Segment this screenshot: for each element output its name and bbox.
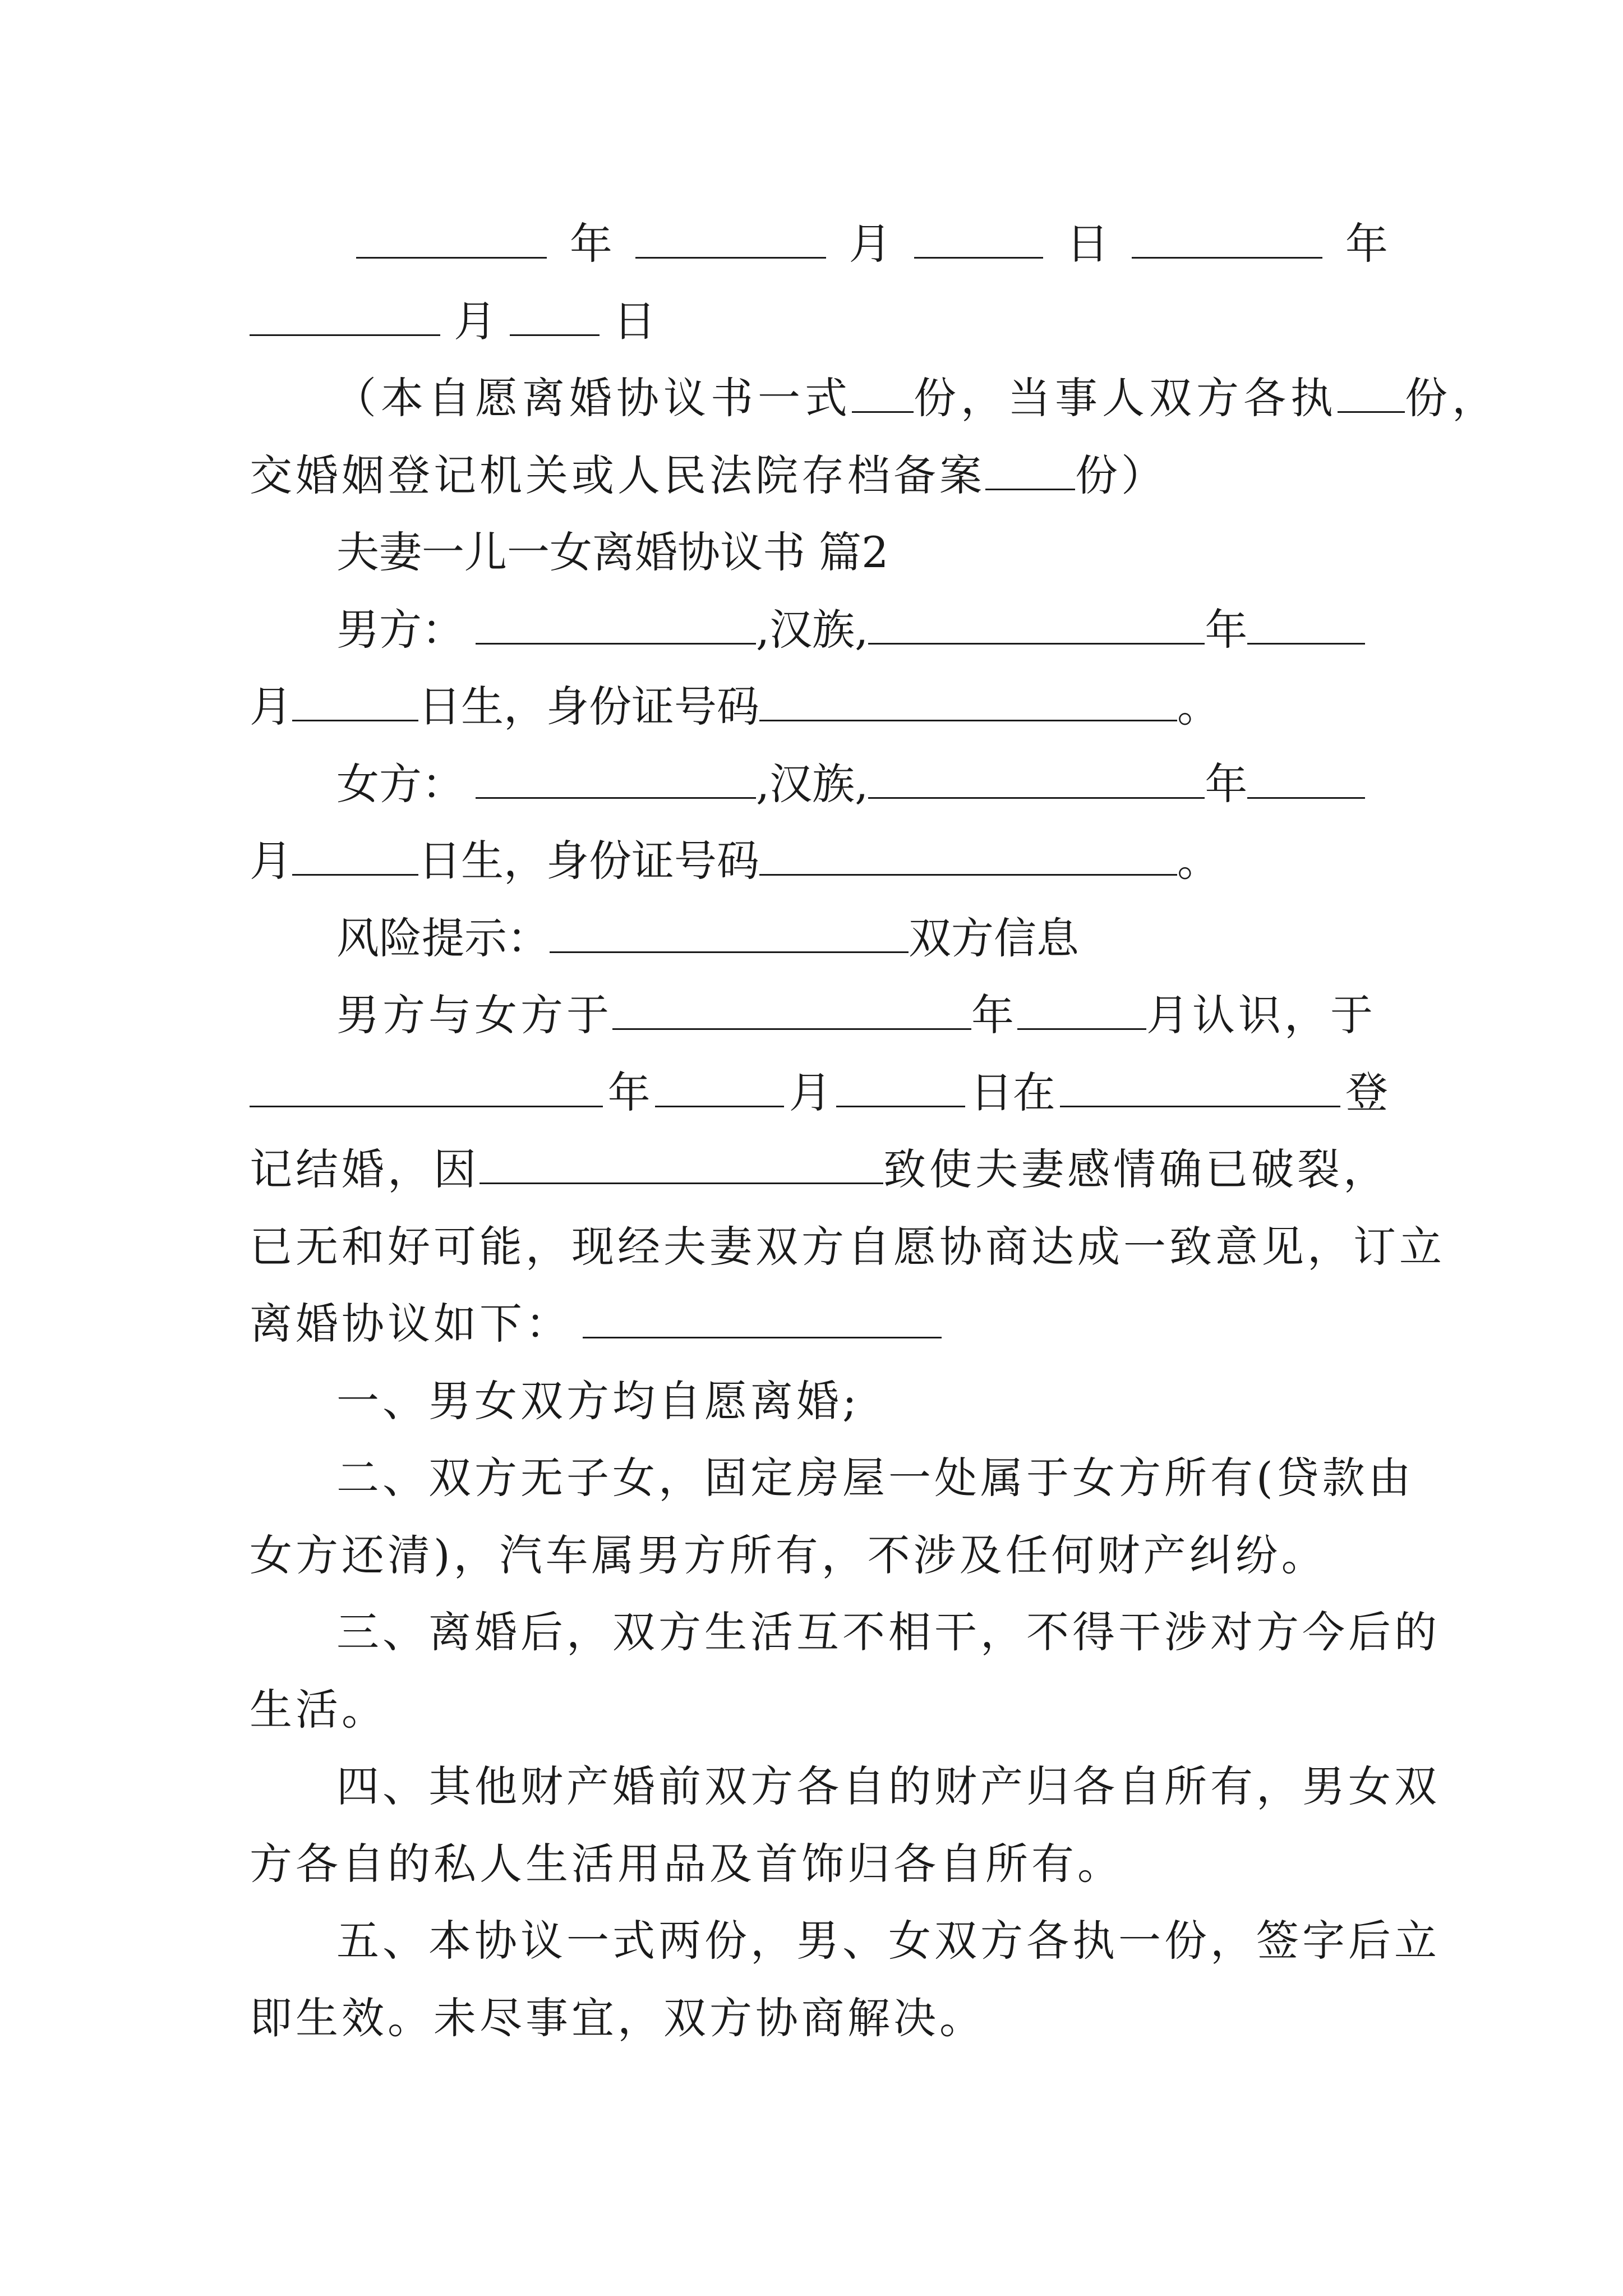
year-label: 年 [971, 990, 1017, 1040]
blank-field[interactable] [612, 1026, 971, 1030]
year-label: 年 [607, 1068, 651, 1117]
id-number-field[interactable] [759, 872, 1177, 876]
born-text: 日生，身份证号码 [418, 682, 759, 731]
month-label: 月 [250, 682, 292, 731]
clause-5b [250, 1987, 1388, 2049]
ethnic-text: ,汉族, [756, 605, 869, 655]
clause-text: 二、双方无子女，固定房屋一处属于女方所有(贷款由 [336, 1453, 1414, 1503]
male-label: 男方： [336, 605, 464, 655]
risk-suffix: 双方信息 [909, 913, 1079, 963]
blank-field[interactable] [250, 1103, 603, 1107]
clause-text: 生活。 [250, 1685, 388, 1734]
section-title [336, 522, 1475, 583]
meet-line-1 [336, 984, 1391, 1046]
ethnic-text: ,汉族, [756, 759, 869, 809]
clause-text: 五、本协议一式两份，男、女双方各执一份，签字后立 [336, 1916, 1440, 1966]
clause-text: 方各自的私人生活用品及首饰归各自所有。 [250, 1839, 1123, 1889]
blank-field[interactable] [583, 1335, 942, 1338]
blank-field[interactable] [479, 1180, 883, 1184]
meet-text: 离婚协议如下： [250, 1299, 571, 1349]
day-label: 日 [613, 296, 656, 346]
meet-line-4 [250, 1216, 1445, 1278]
copies-text: 份） [1075, 450, 1167, 500]
clause-3b [250, 1679, 1388, 1741]
meet-line-5 [250, 1293, 1388, 1355]
clause-text: 三、离婚后，双方生活互不相干，不得干涉对方今后的 [336, 1607, 1440, 1657]
clause-5a [336, 1910, 1440, 1972]
clause-text: 一、男女双方均自愿离婚; [336, 1376, 860, 1426]
section-title-text: 夫妻一儿一女离婚协议书 篇2 [336, 527, 889, 577]
blank-field[interactable] [292, 872, 418, 876]
id-number-field[interactable] [759, 717, 1177, 721]
day-label: 日 [1066, 219, 1109, 269]
clause-2b [250, 1525, 1388, 1586]
blank-field[interactable] [635, 255, 826, 259]
period: 。 [1177, 682, 1220, 731]
period: 。 [1177, 836, 1220, 886]
copies-line-1 [334, 367, 1499, 429]
female-label: 女方： [336, 759, 464, 809]
blank-field[interactable] [356, 255, 547, 259]
female-line-1 [336, 753, 1391, 815]
blank-field[interactable] [1338, 409, 1405, 413]
clause-2a [336, 1447, 1414, 1509]
blank-field[interactable] [914, 255, 1043, 259]
clause-3a [336, 1602, 1440, 1663]
male-line-1 [336, 599, 1391, 661]
meet-text: 已无和好可能，现经夫妻双方自愿协商达成一致意见，订立 [250, 1222, 1445, 1272]
copies-text: 份，当事人双方各执 [914, 373, 1338, 423]
year-label: 年 [1345, 219, 1388, 269]
blank-field[interactable] [868, 641, 1205, 645]
blank-field[interactable] [292, 717, 418, 721]
blank-field[interactable] [1132, 255, 1322, 259]
blank-field[interactable] [655, 1103, 784, 1107]
blank-field[interactable] [985, 486, 1075, 490]
blank-field[interactable] [1017, 1026, 1146, 1030]
blank-field[interactable] [550, 949, 909, 953]
meet-text: 记结婚，因 [250, 1144, 479, 1194]
risk-label: 风险提示： [336, 913, 550, 963]
meet-line-2 [250, 1062, 1388, 1124]
name-field[interactable] [476, 795, 756, 799]
blank-field[interactable] [510, 332, 600, 336]
clause-4b [250, 1833, 1388, 1895]
male-line-2 [250, 676, 1388, 738]
copies-text: （本自愿离婚协议书一式 [334, 373, 852, 423]
blank-field[interactable] [868, 795, 1205, 799]
name-field[interactable] [476, 641, 756, 645]
clause-text: 即生效。未尽事宜，双方协商解决。 [250, 1993, 985, 2043]
copies-text: 交婚姻登记机关或人民法院存档备案 [250, 450, 985, 500]
month-label: 月 [789, 1068, 832, 1117]
meet-line-3 [250, 1139, 1388, 1200]
blank-field[interactable] [1247, 795, 1365, 799]
blank-field[interactable] [852, 409, 914, 413]
meet-text: 男方与女方于 [336, 990, 612, 1040]
year-label: 年 [1205, 605, 1248, 655]
meet-text: 致使夫妻感情确已破裂， [883, 1144, 1389, 1194]
date-line-1 [250, 213, 1388, 275]
meet-text: 日在 [970, 1068, 1055, 1117]
month-label: 月 [454, 296, 497, 346]
female-line-2 [250, 830, 1388, 892]
clause-text: 四、其他财产婚前双方各自的财产归各自所有，男女双 [336, 1761, 1440, 1811]
month-label: 月 [250, 836, 292, 886]
blank-field[interactable] [250, 332, 440, 336]
blank-field[interactable] [1247, 641, 1365, 645]
clause-4a [336, 1756, 1440, 1818]
month-label: 月 [849, 219, 892, 269]
date-line-2 [250, 291, 1388, 352]
year-label: 年 [569, 219, 612, 269]
born-text: 日生，身份证号码 [418, 836, 759, 886]
meet-text: 登 [1345, 1068, 1388, 1117]
blank-field[interactable] [1060, 1103, 1340, 1107]
clause-1 [336, 1370, 1475, 1432]
copies-line-2 [250, 445, 1388, 507]
blank-field[interactable] [836, 1103, 965, 1107]
risk-line [336, 908, 1475, 969]
meet-text: 月认识，于 [1146, 990, 1376, 1040]
year-label: 年 [1205, 759, 1248, 809]
copies-text: 份， [1405, 373, 1499, 423]
clause-text: 女方还清)，汽车属男方所有，不涉及任何财产纠纷。 [250, 1530, 1327, 1580]
